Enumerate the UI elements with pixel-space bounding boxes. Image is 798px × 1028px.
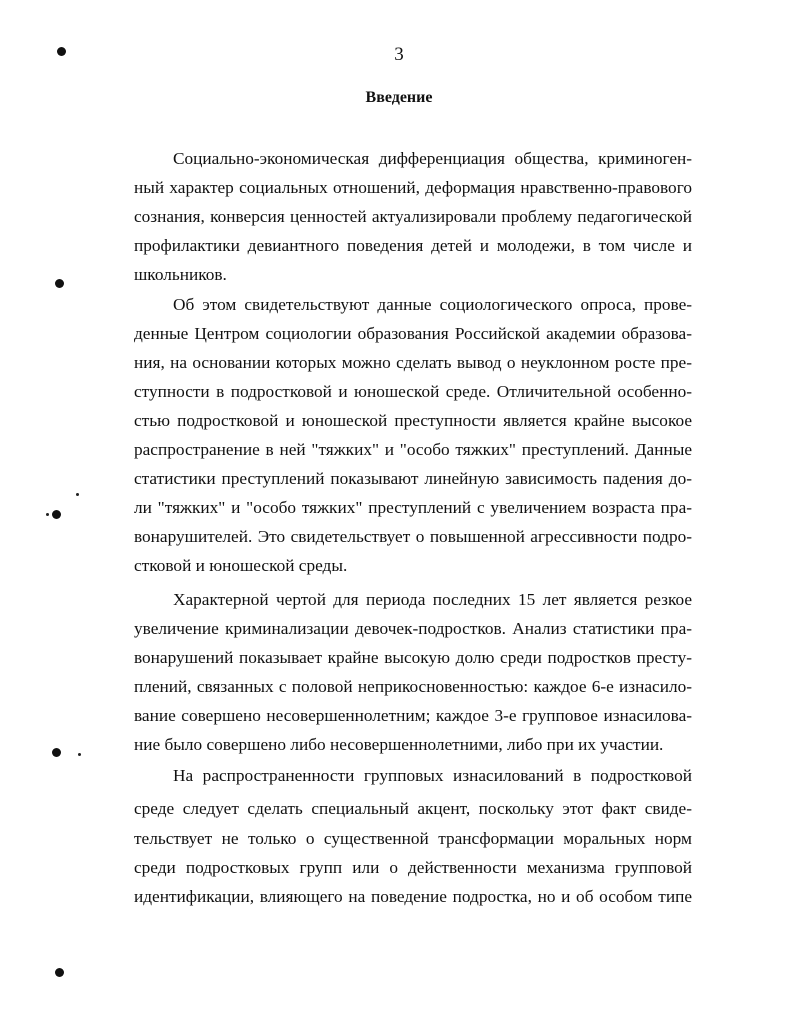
text-line: идентификации, влияющего на поведение подростка, но и об особом типе bbox=[134, 887, 692, 906]
text-line: На распространенности групповых изнасилований в подростковой bbox=[173, 766, 692, 785]
text-line: вонарушителей. Это свидетельствует о повышенной агрессивности подро- bbox=[134, 527, 692, 546]
scan-speck bbox=[78, 753, 81, 756]
text-line: среди подростковых групп или о действенности механизма групповой bbox=[134, 858, 692, 877]
binding-hole-mark bbox=[55, 968, 64, 977]
text-line: тельствует не только о существенной трансформации моральных норм bbox=[134, 829, 692, 848]
section-heading: Введение bbox=[365, 89, 433, 106]
scan-speck bbox=[46, 513, 49, 516]
binding-hole-mark bbox=[52, 510, 61, 519]
text-line: ние было совершено либо несовершеннолетними, либо при их участии. bbox=[134, 735, 664, 754]
text-line: вание совершено несовершеннолетним; каждое 3-е групповое изнасилова- bbox=[134, 706, 692, 725]
text-line: денные Центром социологии образования Российской академии образова- bbox=[134, 324, 692, 343]
text-line: ный характер социальных отношений, деформация нравственно-правового bbox=[134, 178, 692, 197]
text-line: среде следует сделать специальный акцент, поскольку этот факт свиде- bbox=[134, 799, 692, 818]
text-line: статистики преступлений показывают линейную зависимость падения до- bbox=[134, 469, 692, 488]
text-line: увеличение криминализации девочек-подростков. Анализ статистики пра- bbox=[134, 619, 692, 638]
text-line: профилактики девиантного поведения детей и молодежи, в том числе и bbox=[134, 236, 692, 255]
text-line: ступности в подростковой и юношеской среде. Отличительной особенно- bbox=[134, 382, 692, 401]
text-line: Социально-экономическая дифференциация общества, криминоген- bbox=[173, 149, 692, 168]
text-line: стковой и юношеской среды. bbox=[134, 556, 348, 575]
text-line: плений, связанных с половой неприкосновенностью: каждое 6-е изнасило- bbox=[134, 677, 692, 696]
text-line: вонарушений показывает крайне высокую долю среди подростков престу- bbox=[134, 648, 692, 667]
binding-hole-mark bbox=[55, 279, 64, 288]
scan-speck bbox=[76, 493, 79, 496]
text-line: распространение в ней "тяжких" и "особо тяжких" преступлений. Данные bbox=[134, 440, 692, 459]
text-line: сознания, конверсия ценностей актуализировали проблему педагогической bbox=[134, 207, 692, 226]
text-line: школьников. bbox=[134, 265, 227, 284]
text-line: ния, на основании которых можно сделать вывод о неуклонном росте пре- bbox=[134, 353, 692, 372]
text-line: стью подростковой и юношеской преступности является крайне высокое bbox=[134, 411, 692, 430]
text-line: ли "тяжких" и "особо тяжких" преступлений с увеличением возраста пра- bbox=[134, 498, 692, 517]
text-line: Характерной чертой для периода последних 15 лет является резкое bbox=[173, 590, 692, 609]
binding-hole-mark bbox=[57, 47, 66, 56]
binding-hole-mark bbox=[52, 748, 61, 757]
page-number: 3 bbox=[394, 44, 404, 65]
text-line: Об этом свидетельствуют данные социологического опроса, прове- bbox=[173, 295, 692, 314]
